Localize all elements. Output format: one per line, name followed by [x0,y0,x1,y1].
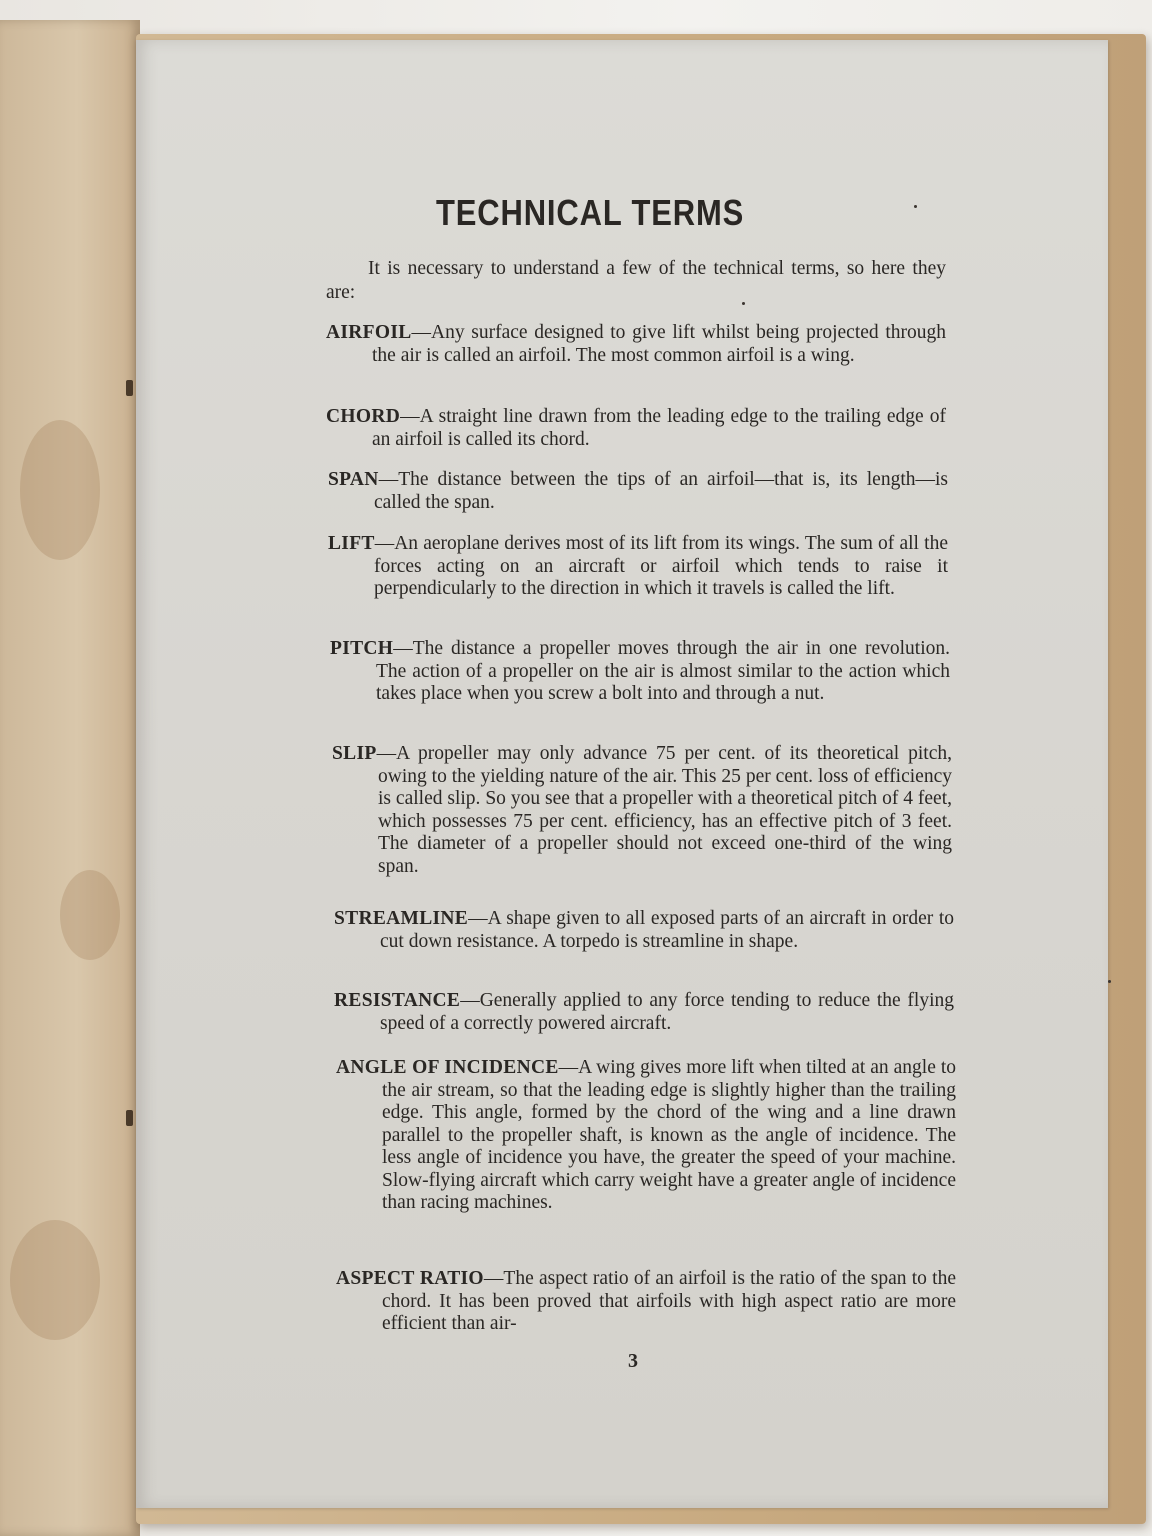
term-definition: —The distance a propeller moves through the air in one revolution. The action of a propeller on the air is almost similar to the action which takes place when you screw a bolt into and through a nut. [376,638,950,704]
term-definition: —A shape given to all exposed parts of an aircraft in order to cut down resistance. A torpedo is streamline in shape. [380,908,954,952]
term-resistance [334,990,954,1035]
term-lift [328,533,948,601]
term-word: ANGLE OF INCIDENCE [336,1057,559,1078]
term-angle-of-incidence [336,1057,956,1215]
term-word: SPAN [328,469,379,490]
paper-stain [10,1220,100,1340]
term-definition: —Any surface designed to give lift whilst being projected through the air is called an airfoil. The most common airfoil is a wing. [372,322,946,366]
term-definition: —Generally applied to any force tending to reduce the flying speed of a correctly powered aircraft. [380,990,954,1034]
binding-staple [126,1110,133,1126]
term-definition: —An aeroplane derives most of its lift from its wings. The sum of all the forces acting on an aircraft or airfoil which tends to raise it perpendicularly to the direction in which it travels is called the lift. [374,533,948,599]
term-word: CHORD [326,406,401,427]
term-span [328,469,948,514]
term-definition: —The distance between the tips of an airfoil—that is, its length—is called the span. [374,469,948,513]
term-word: STREAMLINE [334,908,469,929]
page-number: 3 [628,1350,638,1372]
ink-speck [742,302,745,305]
term-chord [326,406,946,451]
term-slip [332,743,952,878]
term-definition: —A straight line drawn from the leading edge to the trailing edge of an airfoil is called its chord. [372,406,946,450]
page-title: TECHNICAL TERMS [436,192,745,233]
ink-speck [914,205,917,208]
term-aspect-ratio [336,1268,956,1336]
ink-speck [1108,980,1111,983]
term-definition: —The aspect ratio of an airfoil is the ratio of the span to the chord. It has been proved that airfoils with high aspect ratio are more efficient than air- [382,1268,956,1334]
previous-page-edge [0,20,140,1536]
term-streamline [334,908,954,953]
paper-stain [20,420,100,560]
term-word: ASPECT RATIO [336,1268,484,1289]
term-word: PITCH [330,638,394,659]
term-word: RESISTANCE [334,990,461,1011]
binding-staple [126,380,133,396]
intro-text: It is necessary to understand a few of the technical terms, so here they are: [326,258,946,303]
intro-paragraph [326,257,946,305]
term-definition: —A propeller may only advance 75 per cent. of its theoretical pitch, owing to the yielding nature of the air. This 25 per cent. loss of efficiency is called slip. So you see that a propeller with a theoretical pitch of 4 feet, which possesses 75 per cent. efficiency, has an effective pitch of 3 feet. The diameter of a propeller should not exceed one-third of the wing span. [376,743,952,877]
term-pitch [330,638,950,706]
term-word: AIRFOIL [326,322,412,343]
term-word: SLIP [332,743,377,764]
term-definition: —A wing gives more lift when tilted at an angle to the air stream, so that the leading edge is slightly higher than the trailing edge. This angle, formed by the chord of the wing and a line drawn parallel to the propeller shaft, is known as the angle of incidence. The less angle of incidence you have, the greater the speed of your machine. Slow-flying aircraft which carry weight have a greater angle of incidence than racing machines. [382,1057,956,1213]
term-word: LIFT [328,533,375,554]
term-airfoil [326,322,946,367]
paper-stain [60,870,120,960]
